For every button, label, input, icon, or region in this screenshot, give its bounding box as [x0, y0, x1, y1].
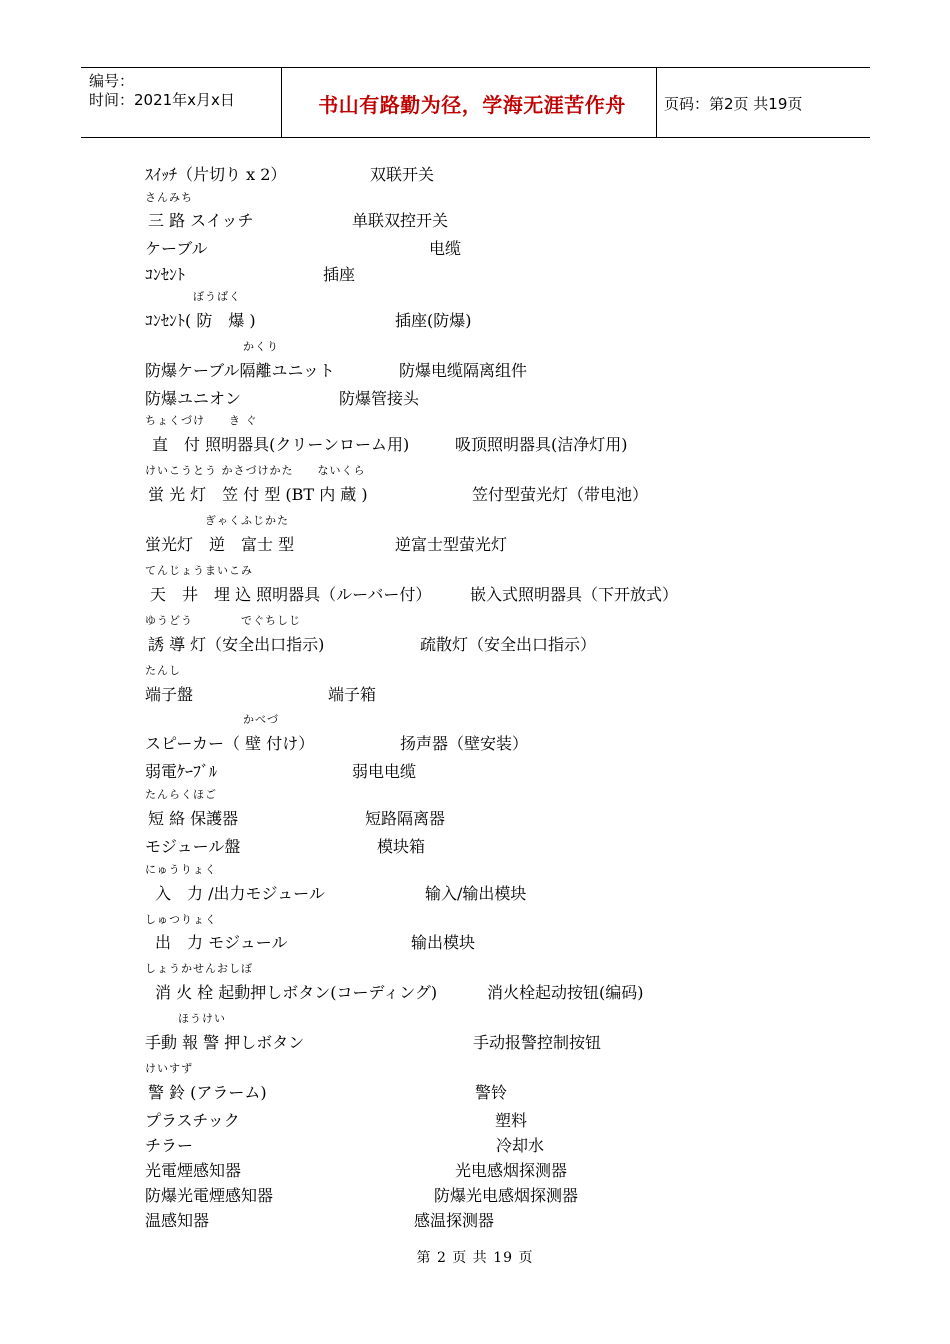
term-chinese: 插座: [323, 265, 356, 284]
term-furigana: さんみち: [145, 191, 193, 204]
term-furigana: ほうけい: [178, 1012, 226, 1025]
term-chinese: 输出模块: [411, 933, 476, 952]
term-furigana: ぎゃくふじかた: [205, 514, 289, 527]
term-japanese: 端子盤: [145, 685, 194, 704]
term-chinese: 端子箱: [328, 685, 377, 704]
term-japanese: 天 井 埋 込 照明器具（ルーバー付）: [150, 585, 432, 604]
term-furigana: ゆうどう でぐちしじ: [145, 614, 301, 627]
term-japanese: 入 力 /出力モジュール: [155, 884, 325, 903]
term-chinese: 防爆管接头: [339, 389, 420, 408]
term-japanese: 防爆ユニオン: [145, 389, 242, 408]
document-time-label: 时间：2021年x月x日: [89, 91, 235, 109]
term-chinese: 塑料: [495, 1111, 528, 1130]
term-chinese: 笠付型萤光灯（带电池）: [472, 485, 649, 504]
term-furigana: けいこうとう かさづけかた ないくら: [145, 464, 366, 477]
term-japanese: 短 絡 保護器: [148, 809, 239, 828]
term-furigana: たんし: [145, 664, 181, 677]
term-japanese: チラー: [145, 1136, 194, 1155]
term-japanese: 防爆ケーブル隔離ユニット: [145, 361, 335, 380]
term-chinese: 嵌入式照明器具（下开放式）: [470, 585, 679, 604]
term-japanese: 蛍 光 灯 笠 付 型 (BT 内 蔵 ): [148, 485, 368, 504]
term-furigana: ぼうばく: [193, 290, 241, 303]
term-chinese: 短路隔离器: [365, 809, 446, 828]
term-japanese: 蛍光灯 逆 富士 型: [145, 535, 295, 554]
term-japanese: 防爆光電煙感知器: [145, 1186, 274, 1205]
term-furigana: かくり: [243, 340, 279, 353]
term-chinese: 防爆光电感烟探测器: [434, 1186, 579, 1205]
term-furigana: てんじょうまいこみ: [145, 564, 253, 577]
term-japanese: モジュール盤: [145, 837, 241, 856]
term-japanese: 警 鈴 (アラーム): [148, 1083, 267, 1102]
term-japanese: 直 付 照明器具(クリーンローム用): [152, 435, 410, 454]
term-chinese: 防爆电缆隔离组件: [399, 361, 528, 380]
term-chinese: 输入/输出模块: [425, 884, 527, 903]
term-furigana: ちょくづけ き ぐ: [145, 414, 258, 427]
term-furigana: たんらくほご: [145, 788, 217, 801]
term-furigana: けいすず: [145, 1062, 194, 1075]
term-japanese: スピーカー（ 壁 付け）: [145, 734, 315, 753]
term-chinese: 吸顶照明器具(洁净灯用): [455, 435, 628, 454]
term-chinese: 弱电电缆: [352, 762, 417, 781]
term-chinese: 插座(防爆): [395, 311, 472, 330]
term-chinese: 单联双控开关: [352, 211, 449, 230]
term-furigana: かべづ: [243, 713, 279, 726]
term-chinese: 双联开关: [370, 165, 435, 184]
term-furigana: しゅつりょく: [145, 913, 217, 926]
term-chinese: 警铃: [475, 1083, 508, 1102]
term-chinese: 扬声器（壁安装）: [400, 734, 529, 753]
term-chinese: 感温探测器: [414, 1211, 495, 1230]
term-chinese: 冷却水: [496, 1136, 545, 1155]
term-japanese: 光電煙感知器: [145, 1161, 242, 1180]
term-chinese: 疏散灯（安全出口指示）: [420, 635, 597, 654]
term-japanese: 消 火 栓 起動押しボタン(コーディング): [155, 983, 438, 1002]
term-japanese: ケーブル: [145, 239, 208, 258]
term-furigana: しょうかせんおしぼ: [145, 962, 253, 975]
term-chinese: 电缆: [429, 239, 462, 258]
term-japanese: 三 路 スイッチ: [148, 211, 254, 230]
term-japanese: ｺﾝｾﾝﾄ: [145, 265, 186, 284]
term-japanese: 誘 導 灯（安全出口指示): [148, 635, 325, 654]
term-japanese: ｽｲｯﾁ（片切り x 2）: [145, 165, 287, 184]
term-chinese: 手动报警控制按钮: [473, 1033, 602, 1052]
page-footer: 第 2 页 共 19 页: [416, 1250, 534, 1266]
term-japanese: プラスチック: [145, 1111, 240, 1130]
document-number-label: 编号：: [89, 72, 135, 90]
header-page-info: 页码：第2页 共19页: [664, 95, 803, 113]
term-furigana: にゅうりょく: [145, 863, 217, 876]
header-motto: 书山有路勤为径，学海无涯苦作舟: [318, 93, 626, 117]
term-japanese: 弱電ｹｰﾌﾞﾙ: [145, 762, 218, 781]
term-chinese: 消火栓起动按钮(编码): [487, 983, 644, 1002]
term-japanese: 手動 報 警 押しボタン: [145, 1033, 305, 1052]
term-chinese: 光电感烟探测器: [455, 1161, 568, 1180]
term-japanese: ｺﾝｾﾝﾄ( 防 爆 ): [145, 311, 256, 330]
term-chinese: 逆富士型萤光灯: [395, 535, 508, 554]
term-chinese: 模块箱: [377, 837, 426, 856]
term-japanese: 出 力 モジュール: [155, 933, 288, 952]
term-japanese: 温感知器: [145, 1211, 210, 1230]
